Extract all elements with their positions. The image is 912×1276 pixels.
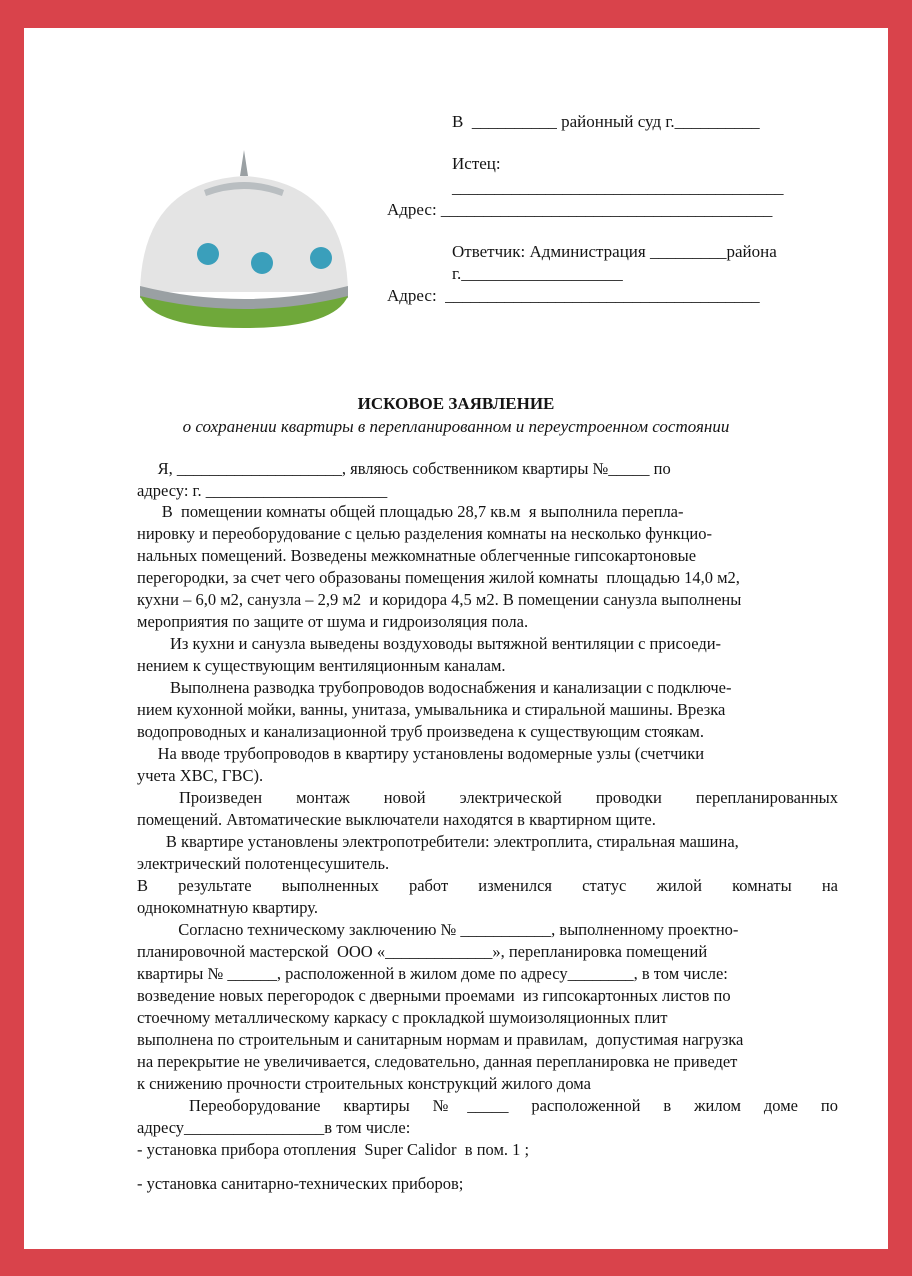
text-line: возведение новых перегородок с дверными проемами из гипсокартонных листов по	[137, 986, 731, 1005]
text-line: перегородки, за счет чего образованы помещения жилой комнаты площадью 14,0 м2,	[137, 568, 740, 587]
defendant-city: г.___________________	[452, 264, 623, 283]
text-line: выполнена по строительным и санитарным нормам и правилам, допустимая нагрузка	[137, 1030, 744, 1049]
text-line: Согласно техническому заключению № ___________, выполненному проектно-	[137, 920, 739, 939]
document-subtitle: о сохранении квартиры в перепланированном и переустроенном состоянии	[182, 417, 730, 436]
text-line: планировочной мастерской ООО «_____________», перепланировка помещений	[137, 942, 708, 961]
plaintiff-line: _______________________________________	[452, 178, 784, 197]
text-line: мероприятия по защите от шума и гидроизоляция пола.	[137, 612, 529, 631]
text-line: нальных помещений. Возведены межкомнатные облегченные гипсокартоновые	[137, 546, 697, 565]
list-item: - установка прибора отопления Super Calidor в пом. 1 ;	[137, 1140, 530, 1159]
text-line: на перекрытие не увеличивается, следовательно, данная перепланировка не приведет	[137, 1052, 738, 1071]
text-line: нием кухонной мойки, ванны, унитаза, умывальника и стиральной машины. Врезка	[137, 700, 726, 719]
list-item: - установка санитарно-технических приборов;	[137, 1174, 464, 1193]
text-line: Я, ____________________, являюсь собственником квартиры №_____ по	[137, 459, 671, 478]
text-line: На вводе трубопроводов в квартиру установлены водомерные узлы (счетчики	[137, 744, 705, 763]
text-line: В помещении комнаты общей площадью 28,7 кв.м я выполнила перепла-	[137, 502, 684, 521]
text-line: стоечному металлическому каркасу с прокладкой шумоизоляционных плит	[137, 1008, 668, 1027]
text-line: В квартире установлены электропотребители: электроплита, стиральная машина,	[137, 832, 739, 851]
court-line: В __________ районный суд г.__________	[452, 112, 760, 131]
text-line: нением к существующим вентиляционным каналам.	[137, 656, 506, 675]
text-line: кухни – 6,0 м2, санузла – 2,9 м2 и коридора 4,5 м2. В помещении санузла выполнены	[137, 590, 742, 609]
plaintiff-label: Истец:	[452, 154, 501, 173]
text-line: нировку и переоборудование с целью разделения комнаты на несколько функцио-	[137, 524, 713, 543]
text-line: к снижению прочности строительных конструкций жилого дома	[137, 1074, 591, 1093]
text-line: адресу: г. ______________________	[137, 481, 388, 500]
text-line: водопроводных и канализационной труб произведена к существующим стоякам.	[137, 722, 704, 741]
text-line-justified: Переоборудование квартиры №_____ расположенной в жилом доме по	[189, 1096, 838, 1115]
text-line: учета ХВС, ГВС).	[137, 766, 264, 785]
text-line: адресу_________________в том числе:	[137, 1118, 411, 1137]
text-line: однокомнатную квартиру.	[137, 898, 319, 917]
defendant-address: Адрес: _____________________________________	[387, 286, 760, 305]
document-page	[24, 28, 888, 1249]
text-line: электрический полотенцесушитель.	[137, 854, 390, 873]
text-line: помещений. Автоматические выключатели находятся в квартирном щите.	[137, 810, 656, 829]
text-line: квартиры № ______, расположенной в жилом доме по адресу________, в том числе:	[137, 964, 728, 983]
text-line-justified: Произведен монтаж новой электрической проводки перепланированных	[179, 788, 838, 807]
defendant-line: Ответчик: Администрация _________района	[452, 242, 777, 261]
text-line: Выполнена разводка трубопроводов водоснабжения и канализации с подключе-	[137, 678, 732, 697]
text-line: Из кухни и санузла выведены воздуховоды вытяжной вентиляции с присоеди-	[137, 634, 722, 653]
document-title: ИСКОВОЕ ЗАЯВЛЕНИЕ	[357, 394, 555, 413]
dome-capsule-icon	[134, 146, 354, 336]
plaintiff-address: Адрес: _______________________________________	[387, 200, 773, 219]
text-line-justified: В результате выполненных работ изменился статус жилой комнаты на	[137, 876, 838, 895]
